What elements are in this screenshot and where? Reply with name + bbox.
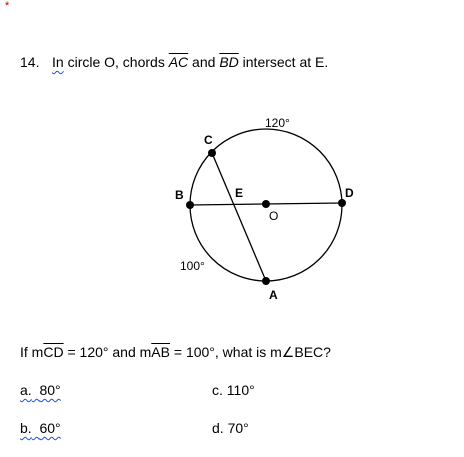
arc-cd-measure: 120°	[265, 116, 290, 130]
chord-ac-line	[212, 153, 266, 281]
choice-b-letter: b.	[20, 420, 32, 436]
choice-b[interactable]	[20, 420, 61, 436]
question-part-3: = 100°, what is m∠BEC?	[169, 344, 331, 360]
choice-d[interactable]: d. 70°	[212, 420, 249, 436]
question-part-2: = 120° and m	[63, 344, 152, 360]
chord-ac: $\overline{AC}$	[168, 54, 189, 70]
choice-c[interactable]: c. 110°	[212, 382, 255, 398]
choice-a[interactable]	[20, 382, 61, 398]
point-d	[338, 199, 346, 207]
problem-intro-word: In	[52, 54, 64, 70]
arc-ab-notation: $\overline{AB}$	[151, 344, 170, 360]
choice-a-letter: a.	[20, 382, 32, 398]
choice-b-value: 60°	[39, 420, 61, 436]
label-a: A	[269, 288, 278, 302]
label-c: C	[204, 133, 213, 147]
label-o: O	[269, 209, 279, 223]
center-o	[262, 200, 270, 208]
label-d: D	[345, 186, 354, 200]
required-marker: *	[5, 0, 10, 12]
chord-bd: $\overline{BD}$	[219, 54, 239, 70]
point-b	[186, 201, 194, 209]
choice-a-value: 80°	[39, 382, 61, 398]
point-a	[262, 277, 270, 285]
label-b: B	[175, 188, 184, 202]
arc-cd-notation: $\overline{CD}$	[43, 344, 64, 360]
question-text	[20, 344, 331, 361]
problem-number: 14.	[20, 54, 40, 70]
arc-ab-measure: 100°	[180, 259, 205, 273]
point-c	[208, 149, 216, 157]
question-part-1: If m	[20, 344, 44, 360]
label-e: E	[235, 186, 244, 200]
problem-text-3: intersect at E.	[238, 54, 329, 70]
problem-text-2: and	[188, 54, 220, 70]
problem-text-1: circle O, chords	[63, 54, 169, 70]
